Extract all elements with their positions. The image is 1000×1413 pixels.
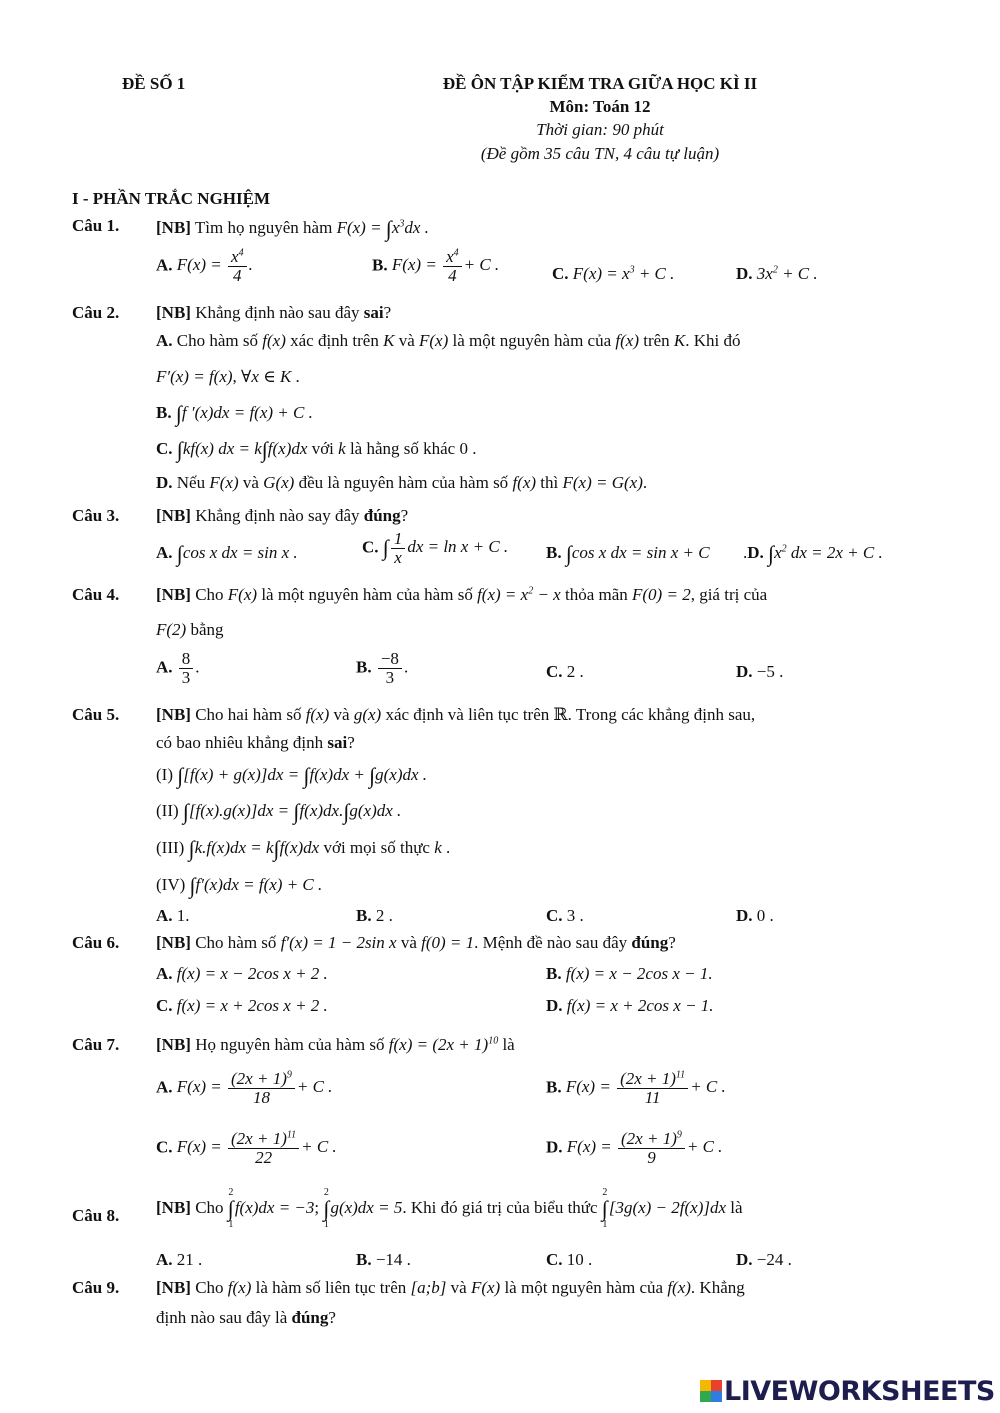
option-b[interactable]: B. $\frac{-8}{3}$ .	[356, 649, 409, 687]
option-a[interactable]: A. F(x) = $\frac{x^4}{4}$ .	[156, 247, 253, 285]
formula: $F(x) = \int x^3dx$ .	[336, 216, 429, 241]
logo-text: LIVEWORKSHEETS	[724, 1375, 995, 1407]
question-9-label: Câu 9.	[72, 1278, 120, 1297]
statement-3: (III) ∫k.f(x)dx = k∫f(x)dx với mọi số thực k .	[156, 836, 451, 861]
question-7-stem: [NB] Họ nguyên hàm của hàm số $f(x) = (2x + 1)^{10}$ là	[156, 1035, 515, 1054]
option-a[interactable]: A. 1.	[156, 906, 190, 925]
question-2-stem: [NB] Khẳng định nào sau đây sai?	[156, 303, 392, 322]
question-3-label: Câu 3.	[72, 506, 120, 525]
option-d[interactable]: D. $3x^2 + C$ .	[736, 264, 818, 283]
option-a[interactable]: A. f(x) = x − 2cos x + 2 .	[156, 964, 328, 983]
question-9-stem-cont: định nào sau đây là đúng?	[156, 1308, 336, 1327]
option-d[interactable]: D. F(x) = $\frac{(2x + 1)^9}{9}$ + C .	[546, 1129, 723, 1167]
question-3-stem: [NB] Khẳng định nào say đây đúng?	[156, 506, 409, 525]
option-c[interactable]: C. 2 .	[546, 662, 584, 681]
question-6-stem: [NB] Cho hàm số f′(x) = 1 − 2sin x và f(0) = 1. Mệnh đề nào sau đây đúng?	[156, 933, 676, 952]
option-c[interactable]: C. ∫ $\frac{1}{x}$ dx = ln x + C .	[362, 529, 509, 567]
option-a[interactable]: A. Cho hàm số f(x) xác định trên K và F(x) là một nguyên hàm của f(x) trên K. Khi đó	[156, 331, 741, 350]
question-7-label: Câu 7.	[72, 1035, 120, 1054]
exam-title: ĐỀ ÔN TẬP KIỂM TRA GIỮA HỌC KÌ II	[442, 74, 758, 93]
option-c[interactable]: C. $F(x) = x^3 + C$ .	[552, 264, 675, 283]
question-4-stem: [NB] Cho F(x) là một nguyên hàm của hàm số $f(x) = x^2 - x$ thỏa mãn F(0) = 2, giá trị của	[156, 585, 768, 604]
statement-4: (IV) ∫f′(x)dx = f(x) + C .	[156, 873, 323, 898]
question-text: Tìm họ nguyên hàm	[194, 218, 333, 237]
option-b[interactable]: B. ∫f ′(x)dx = f(x) + C .	[156, 401, 313, 426]
exam-time: Thời gian: 90 phút	[536, 120, 664, 139]
option-d[interactable]: D. −5 .	[736, 662, 784, 681]
exam-subject: Môn: Toán 12	[549, 97, 651, 116]
question-1-stem	[156, 216, 429, 242]
option-c[interactable]: C. ∫kf(x) dx = k∫f(x)dx với k là hằng số khác 0 .	[156, 437, 477, 462]
question-5-stem-cont: có bao nhiêu khẳng định sai?	[156, 733, 355, 752]
option-d[interactable]: D. Nếu F(x) và G(x) đều là nguyên hàm của hàm số f(x) thì F(x) = G(x).	[156, 473, 648, 492]
logo-mark-icon	[700, 1380, 722, 1402]
section-title: I - PHẦN TRẮC NGHIỆM	[72, 189, 271, 208]
option-b[interactable]: B. F(x) = $\frac{(2x + 1)^{11}}{11}$ + C .	[546, 1069, 726, 1107]
option-b[interactable]: B. −14 .	[356, 1250, 411, 1269]
option-b[interactable]: B. ∫cos x dx = sin x + C	[546, 541, 710, 566]
exam-number: ĐỀ SỐ 1	[122, 74, 186, 93]
option-b[interactable]: B. 2 .	[356, 906, 393, 925]
option-c[interactable]: C. F(x) = $\frac{(2x + 1)^{11}}{22}$ + C .	[156, 1129, 337, 1167]
option-a[interactable]: A. 21 .	[156, 1250, 203, 1269]
option-d[interactable]: D. −24 .	[736, 1250, 792, 1269]
question-1	[72, 216, 119, 236]
option-d[interactable]: D. f(x) = x + 2cos x − 1.	[546, 996, 714, 1015]
question-8-label: Câu 8.	[72, 1206, 120, 1225]
exam-structure: (Đề gồm 35 câu TN, 4 câu tự luận)	[480, 144, 720, 163]
option-a[interactable]: A. $\frac{8}{3}$ .	[156, 649, 200, 687]
question-6-label: Câu 6.	[72, 933, 120, 952]
option-b[interactable]: B. F(x) = $\frac{x^4}{4}$ + C .	[372, 247, 500, 285]
question-5-label: Câu 5.	[72, 705, 120, 724]
question-4-label: Câu 4.	[72, 585, 120, 604]
liveworksheets-logo	[700, 1376, 995, 1406]
option-a-cont: F′(x) = f(x), ∀x ∈ K .	[156, 367, 300, 386]
option-d[interactable]: D. 0 .	[736, 906, 774, 925]
question-label: Câu 1.	[72, 216, 120, 235]
option-a[interactable]: A. F(x) = $\frac{(2x + 1)^9}{18}$ + C .	[156, 1069, 333, 1107]
option-c[interactable]: C. f(x) = x + 2cos x + 2 .	[156, 996, 328, 1015]
statement-2: (II) ∫[f(x).g(x)]dx = ∫f(x)dx.∫g(x)dx .	[156, 799, 402, 824]
option-b[interactable]: B. f(x) = x − 2cos x − 1.	[546, 964, 713, 983]
statement-1: (I) ∫[f(x) + g(x)]dx = ∫f(x)dx + ∫g(x)dx .	[156, 763, 428, 788]
question-8-stem: [NB] Cho 2 ∫ 1 f(x)dx = −3; 2 ∫ 1 g(x)dx = 5. Khi đó giá trị của biểu thức 2 ∫ 1 [3g(x) − 2f(x)]dx là	[156, 1187, 743, 1230]
question-2-label: Câu 2.	[72, 303, 120, 322]
option-c[interactable]: C. 3 .	[546, 906, 584, 925]
level-tag: [NB]	[156, 218, 191, 237]
question-4-stem-cont: F(2) bằng	[156, 620, 224, 639]
question-5-stem: [NB] Cho hai hàm số f(x) và g(x) xác định và liên tục trên ℝ. Trong các khẳng định sau,	[156, 705, 756, 724]
option-d[interactable]: .D. $\int x^2$ dx = 2x + C .	[743, 541, 883, 566]
option-a[interactable]: A. ∫cos x dx = sin x .	[156, 541, 298, 566]
option-c[interactable]: C. 10 .	[546, 1250, 593, 1269]
question-9-stem: [NB] Cho f(x) là hàm số liên tục trên [a;b] và F(x) là một nguyên hàm của f(x). Khẳng	[156, 1278, 745, 1297]
